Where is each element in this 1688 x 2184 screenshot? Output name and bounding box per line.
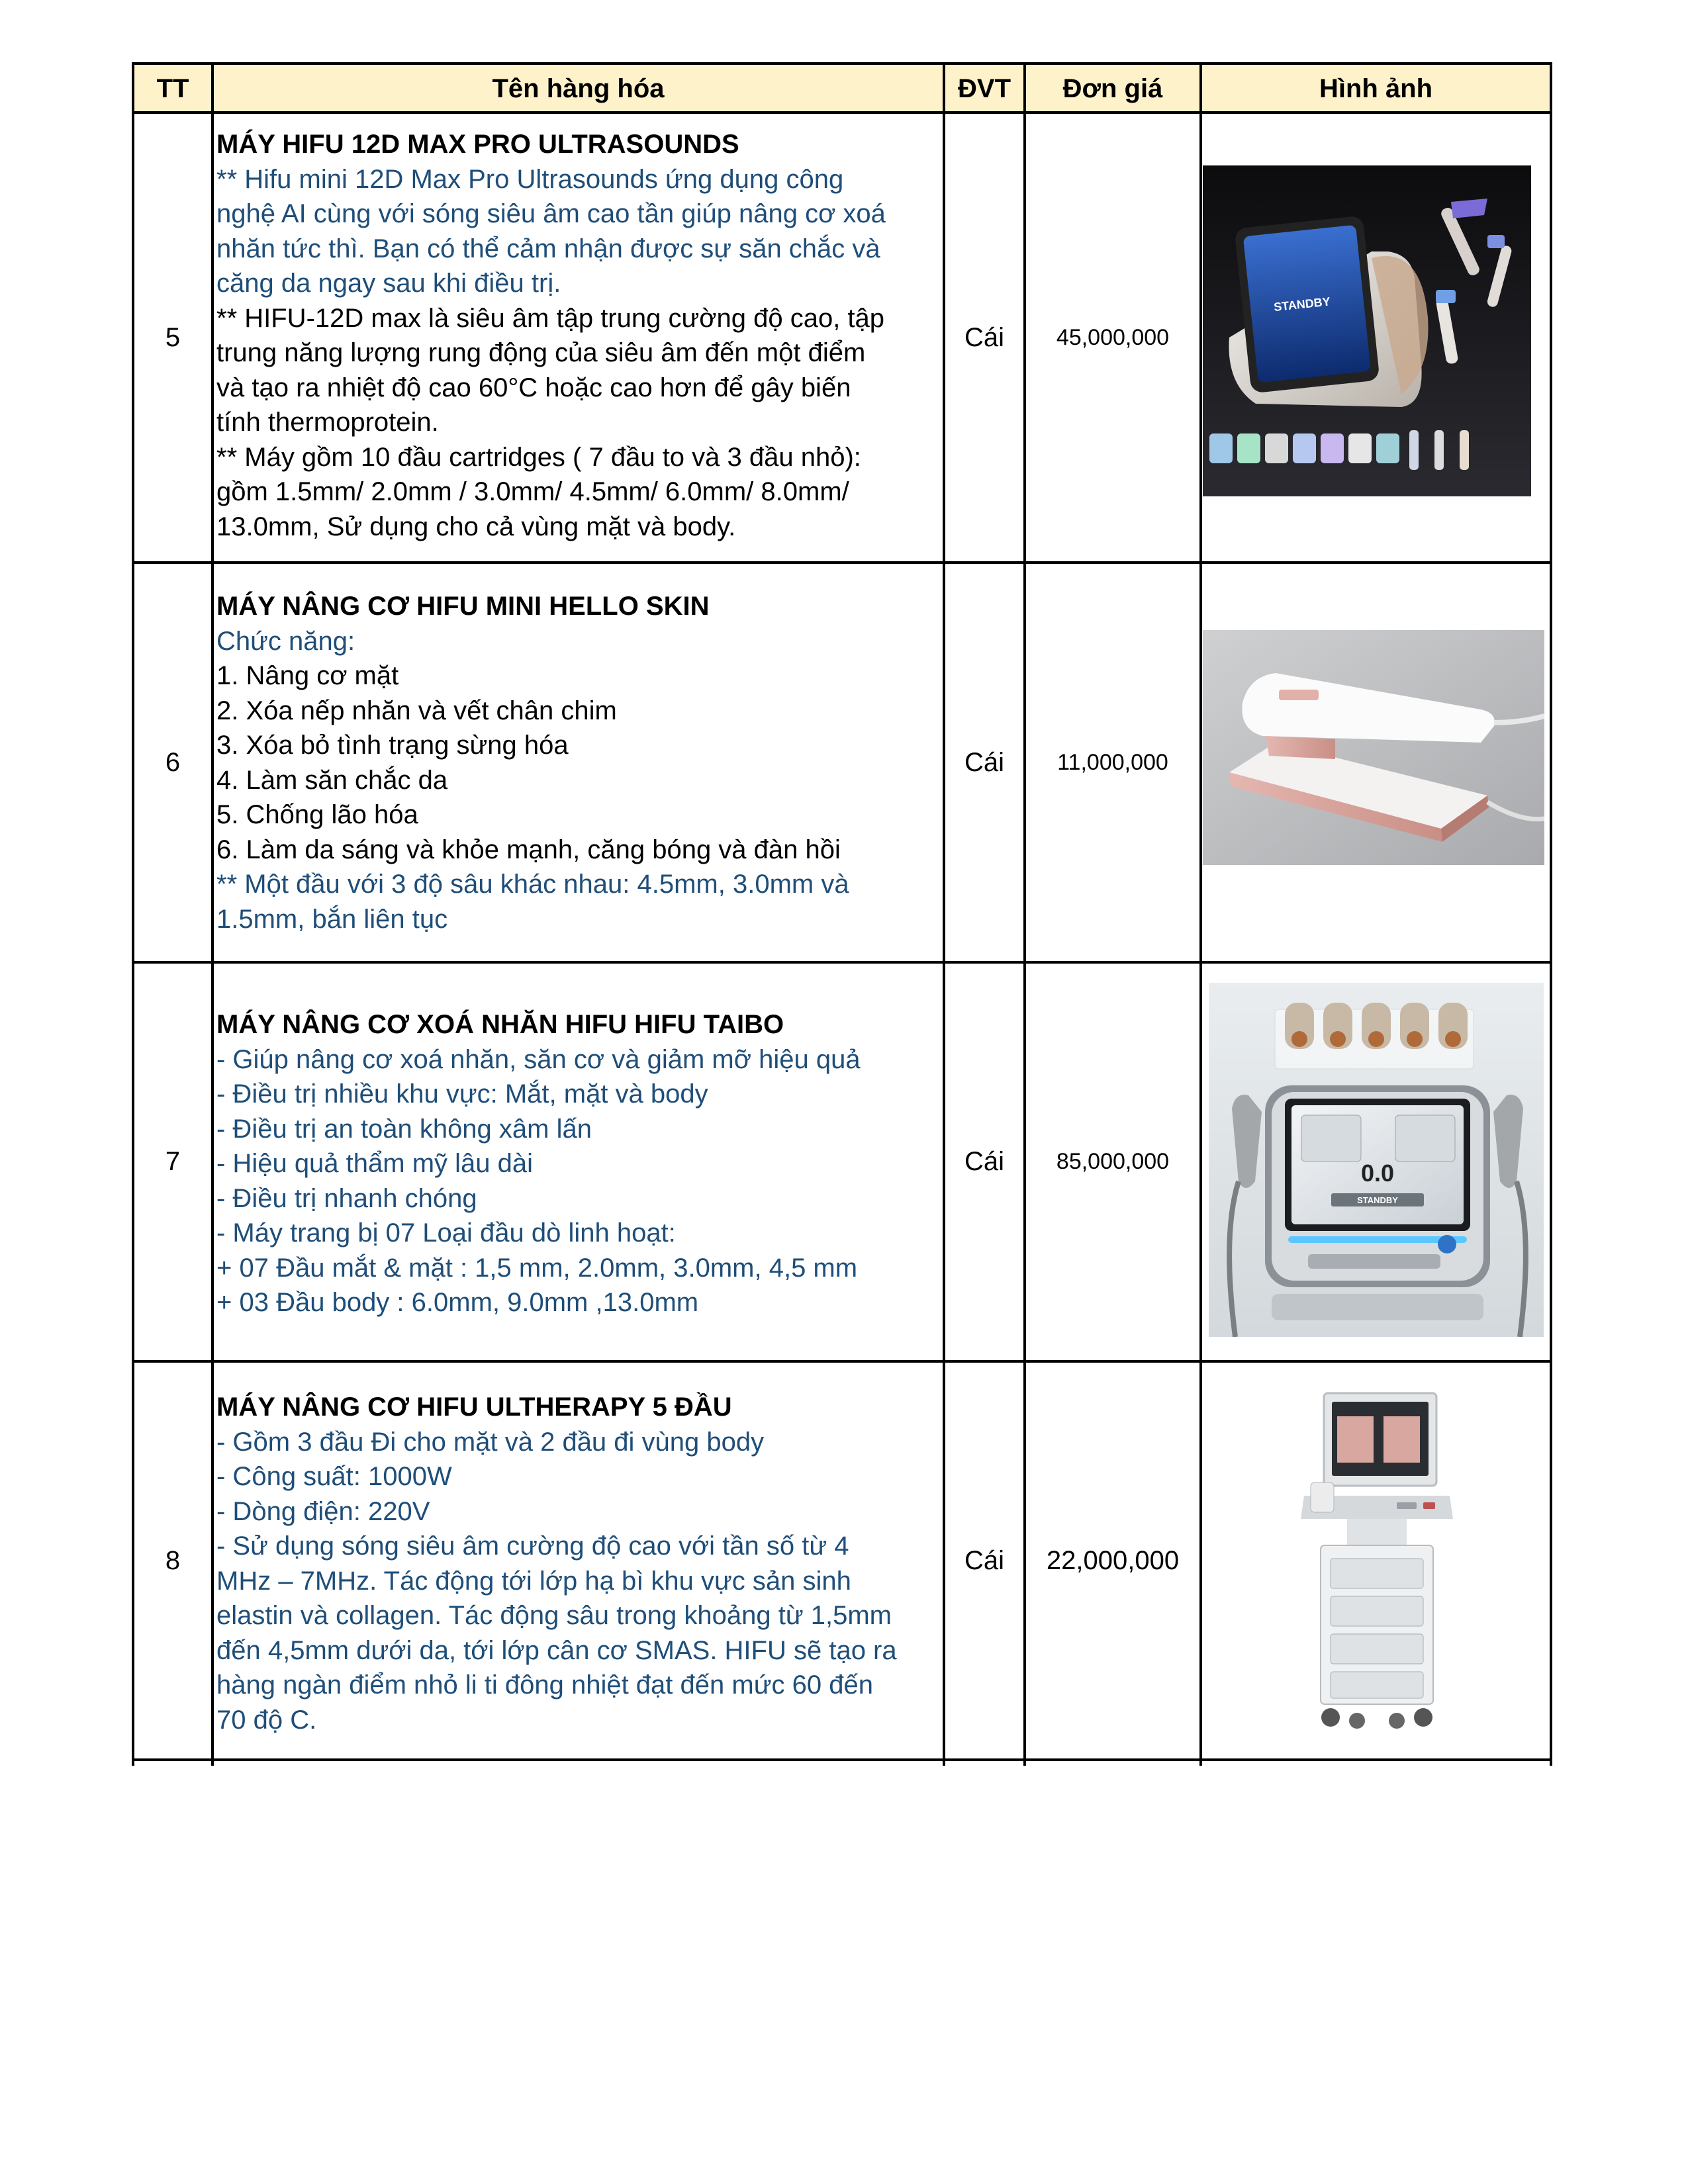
row-title: MÁY NÂNG CƠ HIFU ULTHERAPY 5 ĐẦU (216, 1392, 732, 1422)
product-image-hello-skin (1203, 630, 1544, 865)
desc-line: MHz – 7MHz. Tác động tới lớp hạ bì khu vực sản sinh (216, 1566, 851, 1596)
row-title: MÁY HIFU 12D MAX PRO ULTRASOUNDS (216, 130, 739, 159)
desc-line: - Giúp nâng cơ xoá nhăn, săn cơ và giảm mỡ hiệu quả (216, 1044, 861, 1074)
desc-line: trung năng lượng rung động của siêu âm đến một điểm (216, 338, 866, 367)
product-image-hifu-taibo (1209, 983, 1544, 1337)
desc-line: gồm 1.5mm/ 2.0mm / 3.0mm/ 4.5mm/ 6.0mm/ 8.0mm/ (216, 477, 849, 506)
row-description (216, 1007, 938, 1320)
table-border-row-5 (132, 561, 1552, 564)
desc-line: 6. Làm da sáng và khỏe mạnh, căng bóng và đàn hồi (216, 835, 841, 864)
desc-line: và tạo ra nhiệt độ cao 60°C hoặc cao hơn để gây biến (216, 373, 851, 402)
table-border-right (1550, 62, 1552, 1766)
device-screen-text: STANDBY (1273, 295, 1331, 314)
table-border-row-7 (132, 1360, 1552, 1363)
desc-line: 13.0mm, Sử dụng cho cả vùng mặt và body. (216, 512, 736, 541)
desc-line: + 03 Đầu body : 6.0mm, 9.0mm ,13.0mm (216, 1288, 699, 1317)
table-border-col-1 (211, 62, 214, 1766)
table-border-col-4 (1199, 62, 1202, 1766)
desc-line: + 07 Đầu mắt & mặt : 1,5 mm, 2.0mm, 3.0mm, 4,5 mm (216, 1253, 858, 1283)
row-tt: 8 (165, 1545, 181, 1575)
row-price: 85,000,000 (1056, 1149, 1170, 1174)
desc-line: ** HIFU-12D max là siêu âm tập trung cường độ cao, tập (216, 303, 885, 333)
row-description (216, 127, 938, 544)
row-price: 22,000,000 (1046, 1545, 1180, 1575)
header-image: Hình ảnh (1319, 73, 1433, 103)
desc-line: - Công suất: 1000W (216, 1462, 452, 1491)
desc-line: - Điều trị nhanh chóng (216, 1183, 477, 1213)
desc-line: - Điều trị nhiều khu vực: Mắt, mặt và body (216, 1079, 708, 1109)
desc-line: - Máy trang bị 07 Loại đầu dò linh hoạt: (216, 1218, 676, 1248)
desc-line: hàng ngàn điểm nhỏ li ti đông nhiệt đạt đến mức 60 đến (216, 1670, 873, 1700)
row-price: 45,000,000 (1056, 324, 1170, 350)
header-tt: TT (156, 73, 189, 103)
desc-line: - Sử dụng sóng siêu âm cường độ cao với tần số từ 4 (216, 1531, 849, 1561)
row-unit: Cái (964, 322, 1005, 352)
header-price: Đơn giá (1062, 73, 1163, 103)
desc-line: 1.5mm, bắn liên tục (216, 904, 448, 934)
device-screen-value: 0.0 (1360, 1160, 1395, 1187)
desc-line: 2. Xóa nếp nhăn và vết chân chim (216, 696, 617, 725)
desc-line: - Hiệu quả thẩm mỹ lâu dài (216, 1149, 534, 1178)
desc-line: căng da ngay sau khi điều trị. (216, 269, 561, 298)
desc-line: - Gồm 3 đầu Đi cho mặt và 2 đầu đi vùng body (216, 1427, 765, 1457)
row-price: 11,000,000 (1057, 749, 1168, 775)
row-title: MÁY NÂNG CƠ XOÁ NHĂN HIFU HIFU TAIBO (216, 1010, 784, 1039)
desc-line: ** Một đầu với 3 độ sâu khác nhau: 4.5mm, 3.0mm và (216, 870, 849, 899)
desc-line: ** Máy gồm 10 đầu cartridges ( 7 đầu to và 3 đầu nhỏ): (216, 442, 861, 472)
table-border-bottom (132, 1758, 1552, 1761)
row-description (216, 1390, 938, 1737)
row-unit: Cái (964, 747, 1005, 777)
row-description (216, 589, 938, 936)
desc-line: đến 4,5mm dưới da, tới lớp cân cơ SMAS. HIFU sẽ tạo ra (216, 1635, 897, 1665)
desc-line: tính thermoprotein. (216, 408, 439, 437)
desc-line: elastin và collagen. Tác động sâu trong khoảng từ 1,5mm (216, 1601, 892, 1630)
row-tt: 7 (165, 1147, 181, 1176)
row-tt: 6 (165, 747, 181, 777)
desc-line: 1. Nâng cơ mặt (216, 661, 399, 690)
table-border-row-6 (132, 961, 1552, 964)
desc-line: ** Hifu mini 12D Max Pro Ultrasounds ứng dụng công (216, 164, 844, 194)
row-title: MÁY NÂNG CƠ HIFU MINI HELLO SKIN (216, 592, 710, 621)
row-tt: 5 (165, 322, 181, 352)
desc-line: Chức năng: (216, 626, 355, 656)
desc-line: 5. Chống lão hóa (216, 800, 418, 829)
desc-line: 3. Xóa bỏ tình trạng sừng hóa (216, 731, 569, 760)
desc-line: 4. Làm săn chắc da (216, 765, 448, 795)
desc-line: nhăn tức thì. Bạn có thể cảm nhận được sự săn chắc và (216, 234, 880, 263)
header-unit: ĐVT (958, 73, 1011, 103)
product-image-ultherapy (1284, 1383, 1470, 1741)
device-screen-text: STANDBY (1357, 1195, 1398, 1205)
row-unit: Cái (964, 1545, 1005, 1575)
desc-line: - Điều trị an toàn không xâm lấn (216, 1114, 592, 1144)
product-image-hifu-12d (1203, 165, 1531, 496)
row-unit: Cái (964, 1147, 1005, 1176)
desc-line: 70 độ C. (216, 1705, 317, 1735)
desc-line: nghệ AI cùng với sóng siêu âm cao tần giúp nâng cơ xoá (216, 199, 886, 228)
desc-line: - Dòng điện: 220V (216, 1496, 430, 1526)
header-name: Tên hàng hóa (492, 73, 665, 103)
